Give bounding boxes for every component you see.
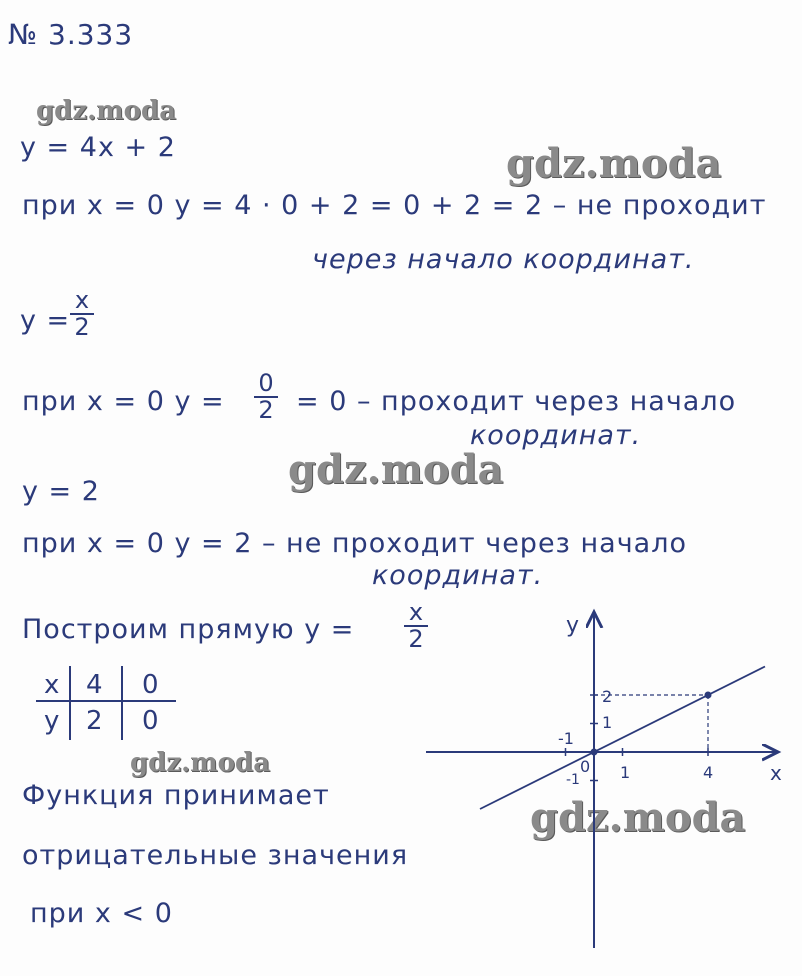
- watermark: gdz.moda: [530, 794, 746, 841]
- watermark: gdz.moda: [506, 140, 722, 187]
- numerator: x: [74, 286, 90, 314]
- table-cell: x: [44, 670, 60, 700]
- denominator: 2: [258, 396, 274, 425]
- solution-line-2-prefix: при x = 0 y =: [22, 386, 225, 417]
- solution-line-3-continuation: координат.: [372, 560, 544, 591]
- table-cell: y: [44, 706, 60, 736]
- x-axis-label: x: [770, 761, 782, 785]
- function-line: [480, 667, 765, 810]
- tick-label-y-2: 2: [602, 687, 613, 706]
- table-cell: 2: [86, 706, 103, 736]
- construction-text: Построим прямую y =: [22, 614, 355, 645]
- tick-label-x-1: 1: [620, 763, 631, 782]
- numerator: x: [408, 598, 424, 626]
- equation-1: y = 4x + 2: [20, 132, 176, 163]
- tick-label-y-1: 1: [602, 713, 613, 732]
- table-cell: 0: [142, 706, 159, 736]
- problem-number: № 3.333: [8, 18, 134, 51]
- tick-label-neg1-y: -1: [558, 729, 574, 748]
- denominator: 2: [74, 313, 90, 342]
- equation-3: y = 2: [22, 476, 100, 507]
- y-axis-label: y: [566, 613, 580, 638]
- numerator: 0: [258, 369, 274, 397]
- solution-line-1: при x = 0 y = 4 · 0 + 2 = 0 + 2 = 2 – не проходит: [22, 190, 767, 221]
- equation-2-prefix: y =: [20, 305, 71, 336]
- conclusion-line-3: при x < 0: [30, 898, 173, 929]
- conclusion-line-2: отрицательные значения: [22, 840, 409, 871]
- solution-line-3: при x = 0 y = 2 – не проходит через начало: [22, 528, 687, 559]
- conclusion-line-1: Функция принимает: [22, 780, 330, 811]
- data-point: [591, 749, 598, 756]
- table-cell: 0: [142, 670, 159, 700]
- tick-label-x-4: 4: [703, 763, 714, 782]
- table-cell: 4: [86, 670, 103, 700]
- solution-line-2-suffix: = 0 – проходит через начало: [296, 386, 737, 417]
- tick-label-neg1-x: -1: [566, 772, 580, 788]
- data-point: [705, 692, 712, 699]
- tick-label-origin: 0: [580, 757, 591, 776]
- watermark: gdz.moda: [36, 96, 177, 126]
- solution-line-1-continuation: через начало координат.: [312, 244, 695, 275]
- denominator: 2: [408, 625, 424, 654]
- watermark: gdz.moda: [130, 748, 271, 778]
- watermark: gdz.moda: [288, 446, 504, 493]
- solution-line-2-continuation: координат.: [470, 420, 642, 451]
